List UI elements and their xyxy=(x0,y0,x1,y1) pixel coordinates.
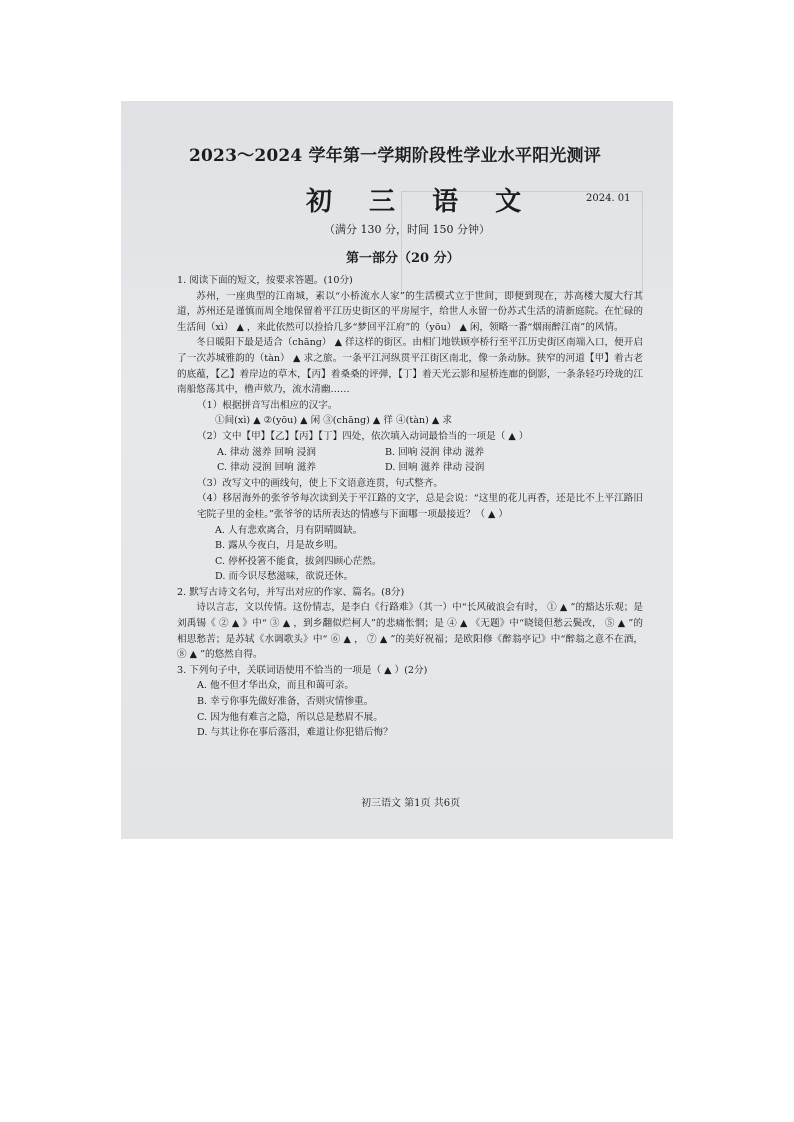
subquestion-3: （3）改写文中的画线句，使上下文语意连贯，句式整齐。 xyxy=(197,477,443,489)
option-b: B. 露从今夜白，月是故乡明。 xyxy=(215,540,344,552)
exam-date: 2024. 01 xyxy=(586,193,631,204)
page-footer: 初三语文 第1页 共6页 xyxy=(361,798,461,809)
question-3-stem: 3. 下列句子中，关联词语使用不恰当的一项是（ ▲ ）(2分) xyxy=(177,664,428,676)
option-a: A. 人有悲欢离合，月有阴晴圆缺。 xyxy=(215,524,363,536)
option-a: A. 他不但才华出众，而且和蔼可亲。 xyxy=(197,680,354,692)
exam-page-photo xyxy=(121,101,673,839)
passage-paragraph-2: 冬日暖阳下最是适合（chāng） ▲ 徉这样的街区。由相门地铁顾亭桥行至平江历史街区南端入口，便开启了一次苏城雅韵的（tàn） ▲ 求之旅。一条平江河纵贯平江街区南北，像一条动脉。狭窄的河道【甲】着古老的底蕴，【乙】着岸边的草木，【丙】着桑桑的评弹，【丁】着天光云影和屋桥连廊的倒影，一条条轻巧玲珑的江南船悠荡其中，橹声欸乃，流水清幽…… xyxy=(177,337,643,396)
pinyin-blanks: ①间(xì) ▲ ②(yōu) ▲ 闲 ③(chāng) ▲ 徉 ④(tàn) ▲ 求 xyxy=(215,415,452,427)
option-c: C. 停杯投箸不能食，拔剑四顾心茫然。 xyxy=(215,555,382,567)
option-d: D. 而今识尽愁滋味，欲说还休。 xyxy=(215,571,354,583)
subquestion-4: （4）移居海外的张爷爷每次读到关于平江路的文字，总是会说：“这里的花儿再香，还是比不上平江路旧宅院子里的金桂。”张爷爷的话所表达的情感与下面哪一项最接近？（ ▲ ） xyxy=(197,493,643,520)
subquestion-2: （2）文中【甲】【乙】【丙】【丁】四处，依次填入动词最恰当的一项是（ ▲ ） xyxy=(197,430,529,442)
option-c: C. 律动 浸润 回响 滋养 xyxy=(217,462,316,474)
option-a: A. 律动 滋养 回响 浸润 xyxy=(217,446,316,458)
question-2-text: 诗以言志，文以传情。这份情志，是李白《行路难》（其一）中“长风破浪会有时， ① ▲ ”的豁达乐观；是刘禹锡《 ② ▲ 》中“ ③ ▲ ，到乡翻似烂柯人”的悲痛怅惘；是 ④ ▲ 《无题》中“晓镜但愁云鬓改， ⑤ ▲ ”的相思愁苦；是苏轼《水调歌头》中“ ⑥ ▲ ， ⑦ ▲ ”的美好祝福；是欧阳修《醉翁亭记》中“醉翁之意不在酒， ⑧ ▲ ”的悠然自得。 xyxy=(177,602,643,661)
score-time-note: （满分 130 分，时间 150 分钟） xyxy=(324,223,490,236)
option-d: D. 回响 滋养 律动 浸润 xyxy=(385,462,485,474)
question-1-stem: 1. 阅读下面的短文，按要求答题。(10分) xyxy=(177,275,353,286)
exam-title: 2023～2024 学年第一学期阶段性学业水平阳光测评 xyxy=(189,146,601,166)
question-2-stem: 2. 默写古诗文名句，并写出对应的作家、篇名。(8分) xyxy=(177,586,405,598)
option-b: B. 幸亏你事先做好准备，否则灾情惨重。 xyxy=(197,696,374,708)
subquestion-2-options xyxy=(177,445,643,476)
option-b: B. 回响 浸润 律动 滋养 xyxy=(385,446,485,458)
option-c: C. 因为他有难言之隐，所以总是愁眉不展。 xyxy=(197,711,383,723)
subject-title: 初 三 语 文 xyxy=(306,187,536,217)
exam-content xyxy=(177,273,643,741)
part-one-title: 第一部分（20 分） xyxy=(346,251,460,266)
option-d: D. 与其让你在事后落泪，难道让你犯错后悔？ xyxy=(197,727,393,739)
subquestion-1: （1）根据拼音写出相应的汉字。 xyxy=(197,399,338,411)
passage-paragraph-1: 苏州，一座典型的江南城，素以“小桥流水人家”的生活模式立于世间，即便到现在，苏高楼大厦大行其道，苏州还是谨慎而周全地保留着平江历史街区的平房屋宇，给世人永留一份苏式生活的清新庭院。在忙碌的生活间（xì） ▲ ，来此依然可以捡拾几多“梦回平江府”的（yōu） ▲ 闲，领略一番“烟雨醉江南”的风情。 xyxy=(177,290,643,333)
